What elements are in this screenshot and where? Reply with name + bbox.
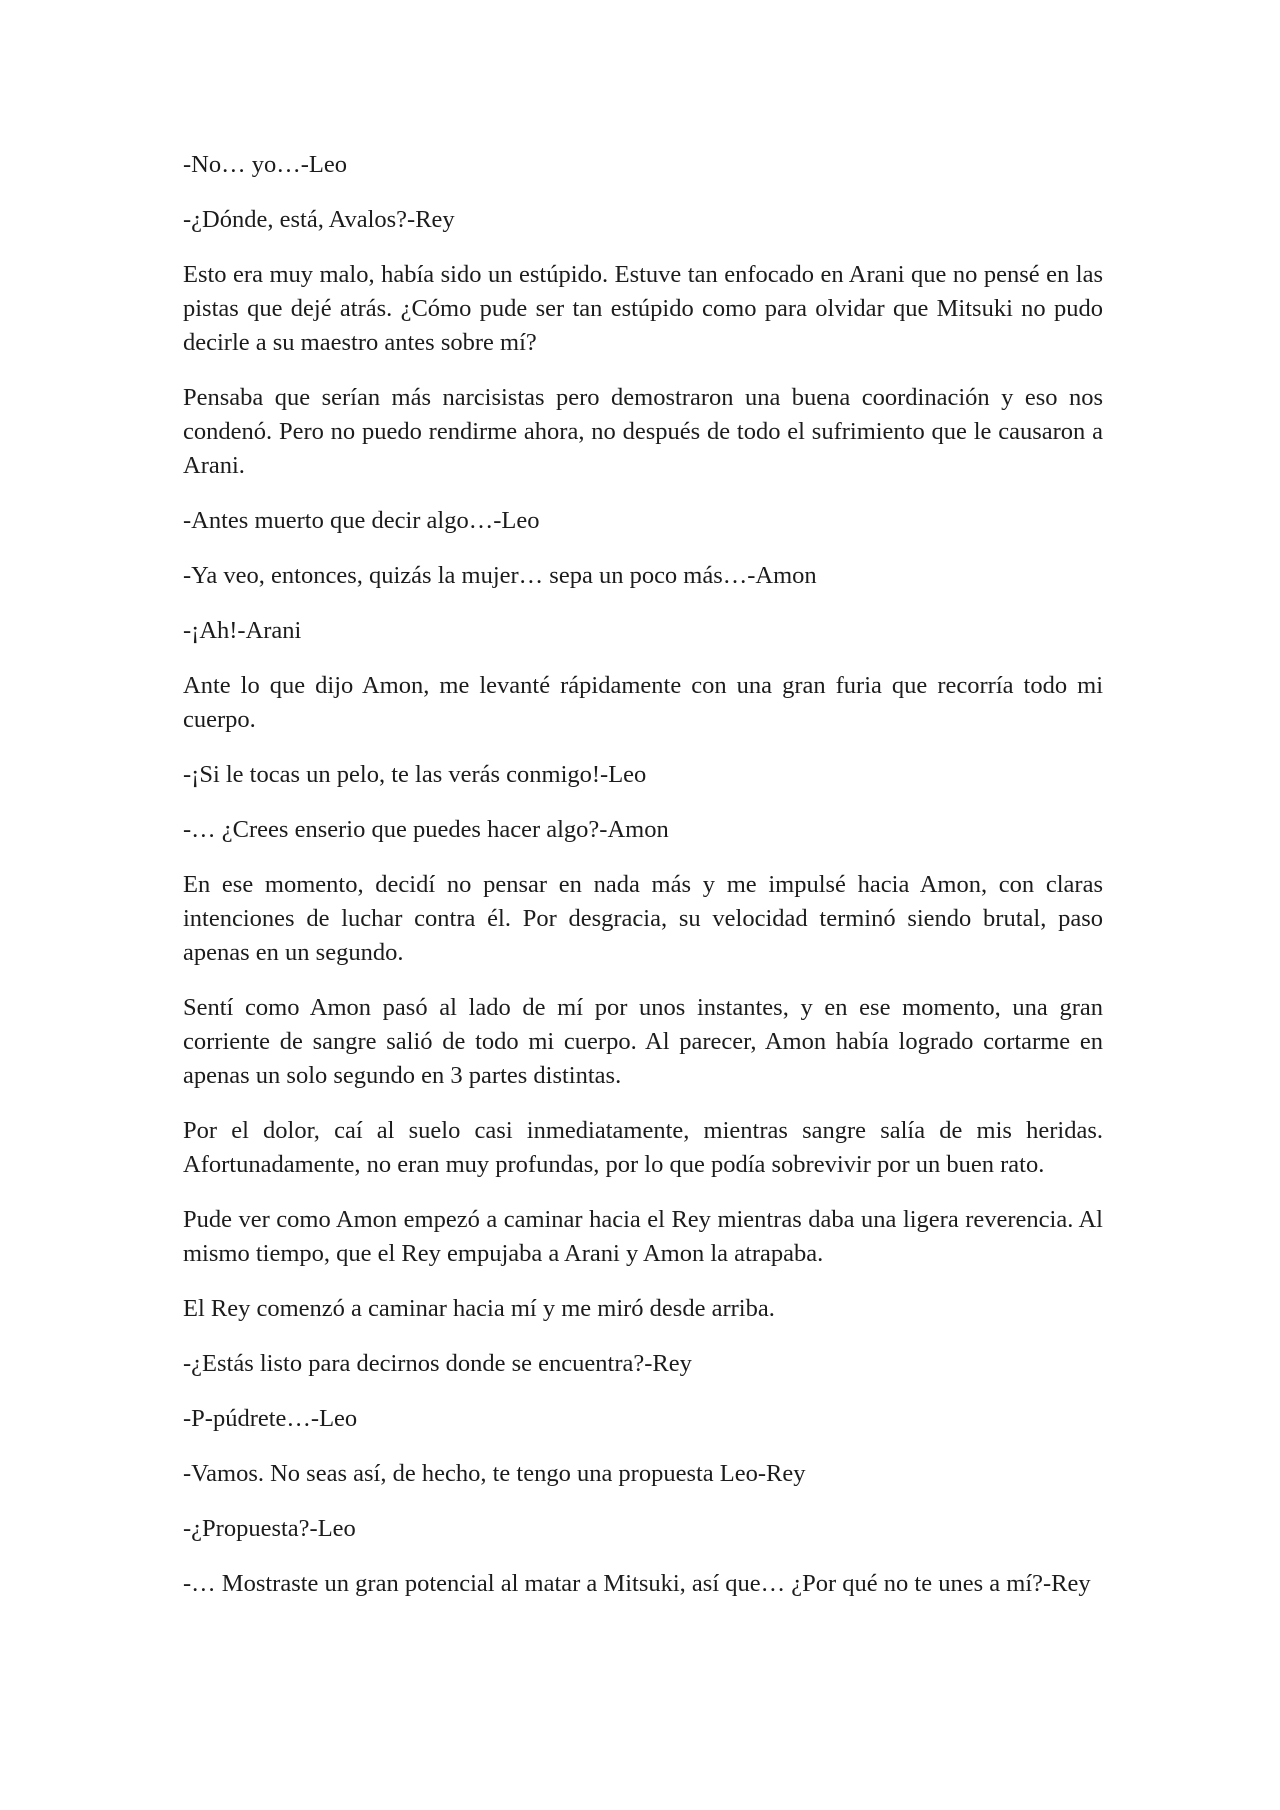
document-body — [183, 148, 1103, 1622]
dialogue-line: -… Mostraste un gran potencial al matar a Mitsuki, así que… ¿Por qué no te unes a mí?-Rey — [183, 1570, 1091, 1597]
dialogue-line: -¿Dónde, está, Avalos?-Rey — [183, 206, 455, 233]
narration-paragraph: Esto era muy malo, había sido un estúpido. Estuve tan enfocado en Arani que no pensé en las pistas que dejé atrás. ¿Cómo pude ser tan estúpido como para olvidar que Mitsuki no pudo decirle a su maestro antes sobre mí? — [183, 261, 1103, 356]
narration-paragraph: En ese momento, decidí no pensar en nada más y me impulsé hacia Amon, con claras intenciones de luchar contra él. Por desgracia, su velocidad terminó siendo brutal, paso apenas en un segundo. — [183, 871, 1103, 966]
dialogue-line: -… ¿Crees enserio que puedes hacer algo?-Amon — [183, 816, 669, 843]
dialogue-line: -¿Propuesta?-Leo — [183, 1515, 356, 1542]
dialogue-line: -¡Si le tocas un pelo, te las verás conmigo!-Leo — [183, 761, 647, 788]
narration-paragraph: Pude ver como Amon empezó a caminar hacia el Rey mientras daba una ligera reverencia. Al mismo tiempo, que el Rey empujaba a Arani y Amon la atrapaba. — [183, 1206, 1103, 1267]
dialogue-line: -¡Ah!-Arani — [183, 617, 302, 644]
dialogue-line: -Vamos. No seas así, de hecho, te tengo una propuesta Leo-Rey — [183, 1460, 806, 1487]
narration-paragraph: Sentí como Amon pasó al lado de mí por unos instantes, y en ese momento, una gran corriente de sangre salió de todo mi cuerpo. Al parecer, Amon había logrado cortarme en apenas un solo segundo en 3 partes distintas. — [183, 994, 1103, 1089]
narration-paragraph: Ante lo que dijo Amon, me levanté rápidamente con una gran furia que recorría todo mi cuerpo. — [183, 672, 1103, 733]
dialogue-line: -Antes muerto que decir algo…-Leo — [183, 507, 540, 534]
dialogue-line: -Ya veo, entonces, quizás la mujer… sepa un poco más…-Amon — [183, 562, 817, 589]
narration-paragraph: Por el dolor, caí al suelo casi inmediatamente, mientras sangre salía de mis heridas. Afortunadamente, no eran muy profundas, por lo que podía sobrevivir por un buen rato. — [183, 1117, 1103, 1178]
dialogue-line: -P-púdrete…-Leo — [183, 1405, 358, 1432]
narration-paragraph: Pensaba que serían más narcisistas pero demostraron una buena coordinación y eso nos condenó. Pero no puedo rendirme ahora, no después de todo el sufrimiento que le causaron a Arani. — [183, 384, 1103, 479]
dialogue-line: -No… yo…-Leo — [183, 151, 347, 178]
narration-paragraph: El Rey comenzó a caminar hacia mí y me miró desde arriba. — [183, 1295, 775, 1322]
dialogue-line: -¿Estás listo para decirnos donde se encuentra?-Rey — [183, 1350, 692, 1377]
